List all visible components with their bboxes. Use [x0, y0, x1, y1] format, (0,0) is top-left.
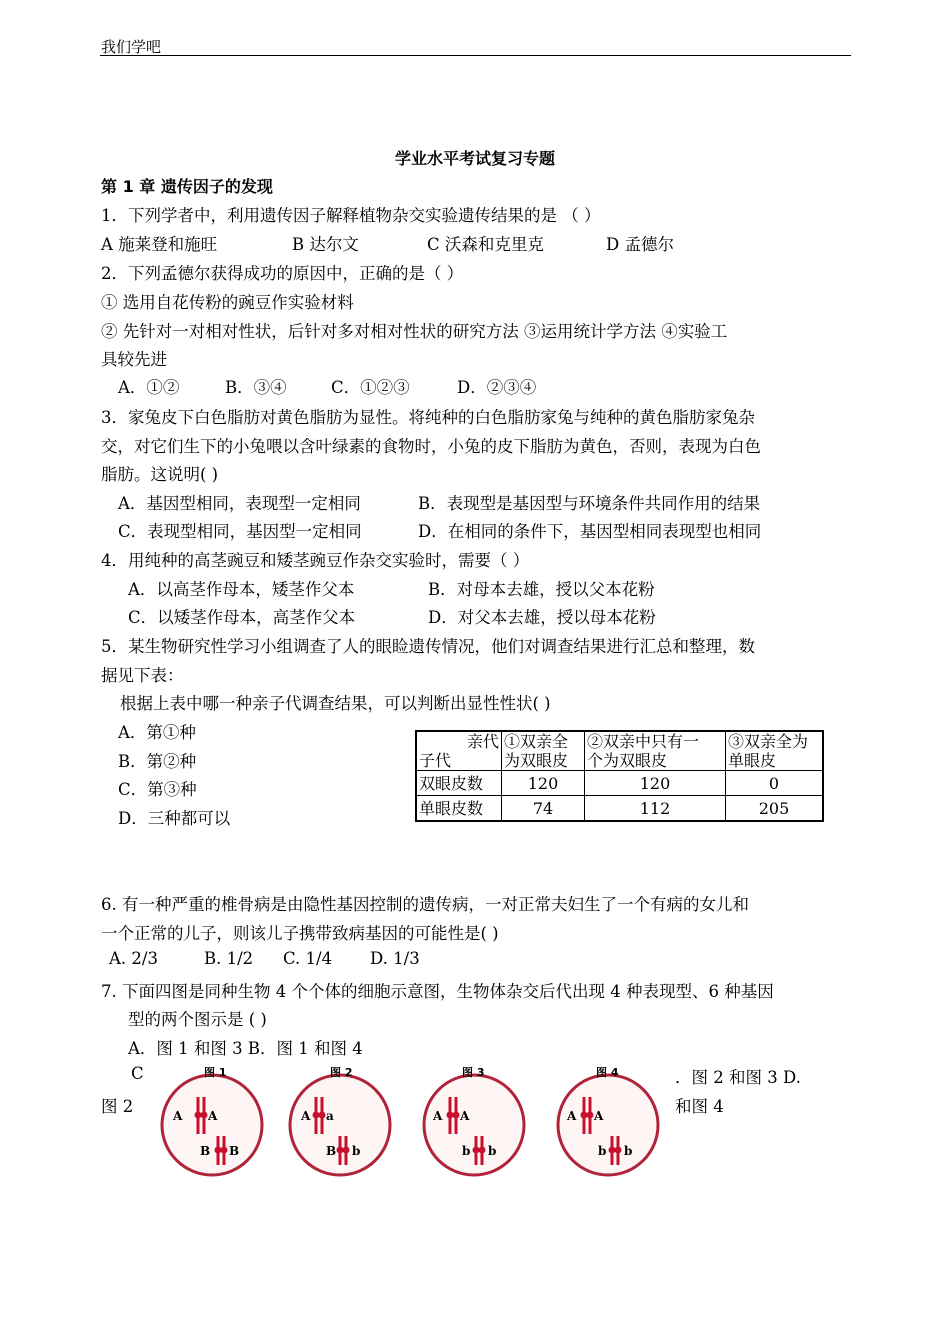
page-header: 我们学吧	[101, 38, 162, 56]
row-label: 单眼皮数	[416, 796, 502, 822]
col3-line2: 单眼皮	[728, 751, 777, 770]
corner-child-label: 子代	[419, 751, 452, 770]
q2-stem: 2．下列孟德尔获得成功的原因中，正确的是（ ）	[101, 264, 464, 283]
q5-option-c: C．第③种	[118, 780, 197, 799]
q6-option-c: C. 1/4	[283, 949, 333, 968]
allele-label: B	[229, 1144, 240, 1158]
q4-option-b: B．对母本去雄，授以父本花粉	[428, 580, 655, 599]
table-row	[416, 771, 823, 796]
q7-option-c-cont: 图 2	[101, 1097, 134, 1116]
table-row	[416, 796, 823, 822]
q2-item-2: ② 先针对一对相对性状，后针对多对相对性状的研究方法 ③运用统计学方法 ④实验工	[101, 322, 728, 341]
allele-label: A	[460, 1109, 470, 1123]
q7-option-c-d: ．图 2 和图 3 D.	[675, 1068, 801, 1087]
q1-stem: 1．下列学者中，利用遗传因子解释植物杂交实验遗传结果的是 （ ）	[101, 206, 601, 225]
q3-option-d: D．在相同的条件下，基因型相同表现型也相同	[418, 522, 762, 541]
q1-option-a: A 施莱登和施旺	[101, 235, 218, 254]
q7-stem-line2: 型的两个图示是 ( )	[128, 1010, 267, 1029]
q7-option-d-cont: 和图 4	[675, 1097, 724, 1116]
allele-label: b	[598, 1144, 607, 1158]
q4-option-a: A．以高茎作母本，矮茎作父本	[128, 580, 355, 599]
figure-1	[158, 1060, 268, 1178]
q3-stem-line1: 3．家兔皮下白色脂肪对黄色脂肪为显性。将纯种的白色脂肪家兔与纯种的黄色脂肪家兔杂	[101, 408, 755, 427]
q5-stem-line2: 据见下表：	[101, 666, 184, 685]
q6-option-d: D. 1/3	[370, 949, 420, 968]
table-cell: 74	[502, 796, 585, 822]
q5-question: 根据上表中哪一种亲子代调查结果，可以判断出显性性状( )	[120, 694, 551, 713]
cell-membrane	[162, 1075, 262, 1175]
q2-item-2-cont: 具较先进	[101, 350, 167, 369]
q4-option-d: D．对父本去雄，授以母本花粉	[428, 608, 656, 627]
table-cell: 120	[502, 771, 585, 796]
q1-option-c: C 沃森和克里克	[427, 235, 544, 254]
q2-option-d: D．②③④	[457, 378, 537, 397]
cell-membrane	[558, 1075, 658, 1175]
q5-option-d: D．三种都可以	[118, 809, 231, 828]
document-title: 学业水平考试复习专题	[394, 149, 555, 168]
table-corner-cell	[416, 731, 502, 771]
q5-option-b: B．第②种	[118, 752, 197, 771]
allele-label: A	[567, 1109, 577, 1123]
q1-option-b: B 达尔文	[292, 235, 359, 254]
allele-label: A	[208, 1109, 218, 1123]
allele-label: b	[352, 1144, 361, 1158]
cell-figures	[158, 1060, 668, 1178]
allele-label: A	[594, 1109, 604, 1123]
eyelid-survey-table	[415, 730, 824, 822]
allele-label: B	[200, 1144, 211, 1158]
row-label: 双眼皮数	[416, 771, 502, 796]
col3-line1: ③双亲全为	[728, 732, 809, 751]
q6-option-a: A. 2/3	[109, 949, 158, 968]
figure-4	[554, 1060, 664, 1178]
q4-option-c: C．以矮茎作母本，高茎作父本	[128, 608, 356, 627]
table-header-row	[416, 731, 823, 771]
q4-stem: 4．用纯种的高茎豌豆和矮茎豌豆作杂交实验时，需要（ ）	[101, 551, 530, 570]
col2-line2: 个为双眼皮	[587, 751, 668, 770]
table-cell: 0	[726, 771, 824, 796]
col1-line2: 为双眼皮	[504, 751, 569, 770]
q2-option-a: A．①②	[118, 378, 180, 397]
figure-2	[286, 1060, 396, 1178]
allele-label: A	[173, 1109, 183, 1123]
table-col-1-header	[502, 731, 585, 771]
allele-label: b	[488, 1144, 497, 1158]
figure-label: 图 2	[330, 1066, 353, 1079]
q2-option-c: C．①②③	[331, 378, 410, 397]
cell-membrane	[424, 1075, 524, 1175]
figure-3	[420, 1060, 530, 1178]
table-col-3-header	[726, 731, 824, 771]
q5-option-a: A．第①种	[118, 723, 196, 742]
q7-options-ab: A．图 1 和图 3 B．图 1 和图 4	[128, 1039, 363, 1058]
q5-stem-line1: 5．某生物研究性学习小组调查了人的眼睑遗传情况，他们对调查结果进行汇总和整理，数	[101, 637, 755, 656]
col2-line1: ②双亲中只有一	[587, 732, 700, 751]
figure-label: 图 4	[596, 1066, 619, 1079]
allele-label: B	[326, 1144, 337, 1158]
table-cell: 205	[726, 796, 824, 822]
q3-option-c: C．表现型相同，基因型一定相同	[118, 522, 362, 541]
q3-stem-line2: 交，对它们生下的小兔喂以含叶绿素的食物时，小兔的皮下脂肪为黄色，否则，表现为白色	[101, 437, 761, 456]
header-divider	[100, 55, 851, 56]
q7-stem-line1: 7. 下面四图是同种生物 4 个个体的细胞示意图，生物体杂交后代出现 4 种表现型、6 种基因	[101, 982, 774, 1001]
allele-label: b	[462, 1144, 471, 1158]
q3-stem-line3: 脂肪。这说明( )	[101, 465, 219, 484]
q6-option-b: B. 1/2	[204, 949, 254, 968]
allele-label: A	[433, 1109, 443, 1123]
figure-label: 图 3	[462, 1066, 485, 1079]
allele-label: A	[301, 1109, 311, 1123]
q2-item-1: ① 选用自花传粉的豌豆作实验材料	[101, 293, 354, 312]
corner-parent-label: 亲代	[466, 732, 499, 751]
q1-option-d: D 孟德尔	[606, 235, 674, 254]
allele-label: b	[624, 1144, 633, 1158]
q3-option-a: A．基因型相同，表现型一定相同	[118, 494, 361, 513]
q6-stem-line1: 6. 有一种严重的椎骨病是由隐性基因控制的遗传病，一对正常夫妇生了一个有病的女儿和	[101, 895, 749, 914]
table-cell: 120	[585, 771, 726, 796]
table-cell: 112	[585, 796, 726, 822]
allele-label: a	[326, 1109, 334, 1123]
table-col-2-header	[585, 731, 726, 771]
q3-option-b: B．表现型是基因型与环境条件共同作用的结果	[418, 494, 761, 513]
q7-option-c-prefix: C	[131, 1064, 144, 1083]
q6-stem-line2: 一个正常的儿子，则该儿子携带致病基因的可能性是( )	[101, 924, 499, 943]
chapter-heading: 第 1 章 遗传因子的发现	[101, 177, 273, 196]
figure-label: 图 1	[204, 1066, 227, 1079]
q2-option-b: B．③④	[225, 378, 287, 397]
col1-line1: ①双亲全	[504, 732, 569, 751]
